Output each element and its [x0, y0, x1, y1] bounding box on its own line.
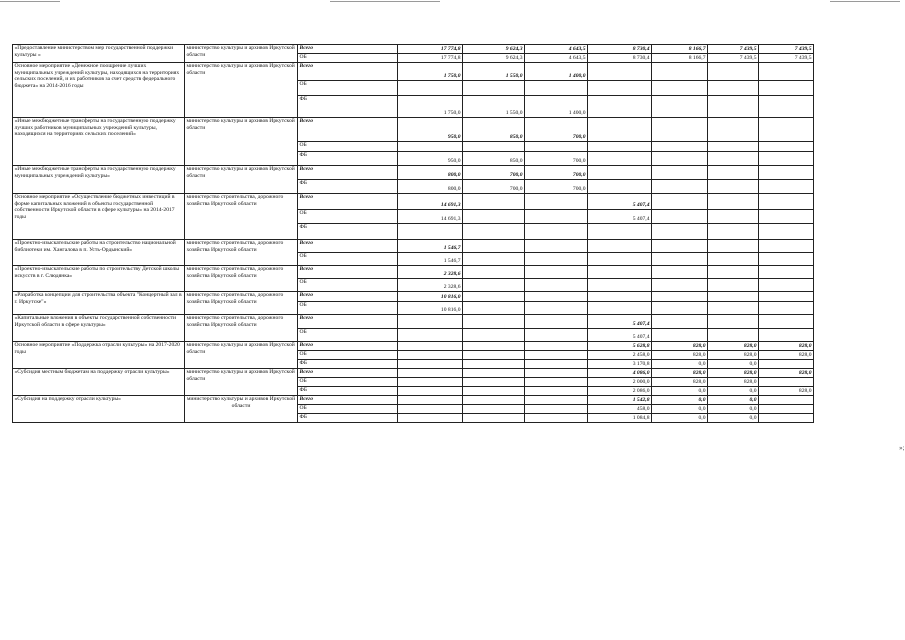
scan-artifact-left: [0, 1, 60, 2]
amount-cell: 0,0: [652, 387, 708, 396]
amount-cell: [708, 118, 759, 142]
amount-cell: [759, 315, 814, 329]
amount-cell: [759, 63, 814, 81]
amount-cell: [588, 81, 652, 96]
amount-cell: [708, 210, 759, 224]
table-row: [13, 45, 814, 54]
budget-table-body: [13, 45, 814, 423]
funding-source-cell: Всего: [298, 342, 398, 351]
amount-cell: [463, 210, 525, 224]
executor-cell: министерство строительства, дорожного хозяйства Иркутской области: [185, 240, 298, 266]
amount-cell: 7 439,5: [759, 45, 814, 54]
executor-cell: министерство строительства, дорожного хозяйства Иркутской области: [185, 292, 298, 315]
amount-cell: [759, 180, 814, 194]
amount-cell: [652, 194, 708, 210]
amount-cell: 1 750,0: [398, 96, 463, 118]
amount-cell: 0,0: [652, 360, 708, 369]
table-row: [13, 396, 814, 405]
executor-cell: министерство строительства, дорожного хозяйства Иркутской области: [185, 315, 298, 342]
amount-cell: [652, 210, 708, 224]
amount-cell: [652, 240, 708, 253]
amount-cell: [525, 405, 588, 414]
amount-cell: 0,0: [708, 405, 759, 414]
amount-cell: [398, 315, 463, 329]
amount-cell: 828,0: [652, 378, 708, 387]
table-row: [13, 118, 814, 142]
amount-cell: [588, 142, 652, 152]
amount-cell: [525, 194, 588, 210]
amount-cell: [708, 279, 759, 292]
funding-source-cell: Всего: [298, 63, 398, 81]
scan-artifact-right: [830, 1, 900, 2]
amount-cell: [398, 329, 463, 342]
amount-cell: [708, 96, 759, 118]
funding-source-cell: Всего: [298, 396, 398, 405]
amount-cell: [652, 63, 708, 81]
amount-cell: 5 407,4: [588, 315, 652, 329]
amount-cell: [525, 292, 588, 302]
amount-cell: [463, 240, 525, 253]
amount-cell: [398, 81, 463, 96]
amount-cell: 10 816,0: [398, 292, 463, 302]
amount-cell: 0,0: [708, 387, 759, 396]
amount-cell: [759, 329, 814, 342]
amount-cell: [708, 266, 759, 279]
amount-cell: 0,0: [708, 360, 759, 369]
activity-name-cell: «Субсидия на поддержку отрасли культуры»: [13, 396, 185, 423]
activity-name-cell: «Капитальные вложения в объекты государственной собственности Иркутской области в сфере культуры»: [13, 315, 185, 342]
amount-cell: [588, 253, 652, 266]
activity-name-cell: Основное мероприятие «Поддержка отрасли культуры» на 2017-2020 годы: [13, 342, 185, 369]
amount-cell: 3 170,8: [588, 360, 652, 369]
activity-name-cell: «Проектно-изыскательские работы на строительство национальной библиотеки им. Хангалова в п. Усть-Ордынский»: [13, 240, 185, 266]
amount-cell: [398, 342, 463, 351]
activity-name-cell: «Разработка концепции для строительства объекта "Концертный зал в г. Иркутске"»: [13, 292, 185, 315]
amount-cell: 1 546,7: [398, 240, 463, 253]
amount-cell: [588, 180, 652, 194]
funding-source-cell: Всего: [298, 292, 398, 302]
amount-cell: [708, 166, 759, 180]
amount-cell: [652, 292, 708, 302]
amount-cell: [708, 142, 759, 152]
amount-cell: 1 550,0: [463, 63, 525, 81]
amount-cell: [463, 279, 525, 292]
amount-cell: [708, 63, 759, 81]
funding-source-cell: ФБ: [298, 96, 398, 118]
amount-cell: 0,0: [708, 396, 759, 405]
amount-cell: [463, 253, 525, 266]
amount-cell: [759, 224, 814, 240]
amount-cell: 828,0: [652, 351, 708, 360]
amount-cell: 0,0: [652, 396, 708, 405]
executor-cell: министерство культуры и архивов Иркутской области: [185, 166, 298, 194]
amount-cell: 828,0: [708, 378, 759, 387]
amount-cell: [708, 292, 759, 302]
amount-cell: [463, 378, 525, 387]
amount-cell: [588, 266, 652, 279]
amount-cell: [588, 63, 652, 81]
amount-cell: 700,0: [525, 180, 588, 194]
amount-cell: 4 086,0: [588, 369, 652, 378]
amount-cell: [652, 142, 708, 152]
amount-cell: 1 400,0: [525, 63, 588, 81]
table-row: [13, 292, 814, 302]
funding-source-cell: Всего: [298, 315, 398, 329]
amount-cell: [759, 152, 814, 166]
executor-cell: министерство строительства, дорожного хозяйства Иркутской области: [185, 194, 298, 240]
amount-cell: [652, 118, 708, 142]
amount-cell: 0,0: [652, 414, 708, 423]
funding-source-cell: Всего: [298, 369, 398, 378]
amount-cell: [588, 224, 652, 240]
executor-cell: министерство культуры и архивов Иркутской области: [185, 369, 298, 396]
amount-cell: 17 774,8: [398, 54, 463, 63]
funding-source-cell: ОБ: [298, 253, 398, 266]
funding-source-cell: ОБ: [298, 405, 398, 414]
funding-source-cell: ФБ: [298, 387, 398, 396]
executor-cell: министерство культуры и архивов Иркутской области: [185, 396, 298, 423]
executor-cell: министерство культуры и архивов Иркутской области: [185, 45, 298, 63]
executor-cell: министерство культуры и архивов Иркутской области: [185, 342, 298, 369]
amount-cell: [463, 405, 525, 414]
amount-cell: [525, 142, 588, 152]
funding-source-cell: ОБ: [298, 210, 398, 224]
amount-cell: 700,0: [525, 152, 588, 166]
amount-cell: [652, 224, 708, 240]
amount-cell: [588, 279, 652, 292]
amount-cell: 1 400,0: [525, 96, 588, 118]
amount-cell: [759, 266, 814, 279]
amount-cell: [759, 405, 814, 414]
amount-cell: 1 542,8: [588, 396, 652, 405]
table-row: [13, 194, 814, 210]
amount-cell: [525, 81, 588, 96]
amount-cell: [398, 142, 463, 152]
activity-name-cell: Основное мероприятие «Денежное поощрение лучших муниципальных учреждений культуры, находящихся на территориях сельских поселений, и их работников за счет средств федерального бюджета» на 2014-2016 годы: [13, 63, 185, 118]
amount-cell: [525, 378, 588, 387]
amount-cell: [652, 180, 708, 194]
amount-cell: 14 691,3: [398, 194, 463, 210]
amount-cell: [652, 302, 708, 315]
amount-cell: [708, 224, 759, 240]
amount-cell: [525, 279, 588, 292]
amount-cell: [588, 166, 652, 180]
scan-artifact-mid: [330, 1, 440, 2]
amount-cell: 800,0: [398, 166, 463, 180]
amount-cell: 4 643,5: [525, 54, 588, 63]
amount-cell: [525, 414, 588, 423]
amount-cell: [759, 302, 814, 315]
amount-cell: [463, 342, 525, 351]
amount-cell: [525, 396, 588, 405]
executor-cell: министерство культуры и архивов Иркутской области: [185, 63, 298, 118]
funding-source-cell: Всего: [298, 194, 398, 210]
funding-source-cell: Всего: [298, 240, 398, 253]
amount-cell: [652, 315, 708, 329]
table-row: [13, 240, 814, 253]
amount-cell: [588, 240, 652, 253]
amount-cell: [708, 253, 759, 266]
funding-source-cell: Всего: [298, 118, 398, 142]
amount-cell: [463, 387, 525, 396]
funding-source-cell: ОБ: [298, 142, 398, 152]
amount-cell: 800,0: [398, 180, 463, 194]
amount-cell: 828,0: [759, 351, 814, 360]
amount-cell: 458,0: [588, 405, 652, 414]
amount-cell: 700,0: [525, 166, 588, 180]
amount-cell: [398, 369, 463, 378]
amount-cell: 2 458,0: [588, 351, 652, 360]
activity-name-cell: «Проектно-изыскательские работы по строительству Детской школы искусств в г. Слюдянка»: [13, 266, 185, 292]
amount-cell: 1 084,8: [588, 414, 652, 423]
amount-cell: 5 407,4: [588, 210, 652, 224]
amount-cell: [463, 292, 525, 302]
amount-cell: 828,0: [652, 369, 708, 378]
amount-cell: 828,0: [708, 342, 759, 351]
amount-cell: [525, 329, 588, 342]
amount-cell: 5 407,4: [588, 329, 652, 342]
funding-source-cell: ОБ: [298, 81, 398, 96]
amount-cell: 700,0: [525, 118, 588, 142]
amount-cell: 9 624,3: [463, 45, 525, 54]
amount-cell: 8 166,7: [652, 45, 708, 54]
amount-cell: 1 750,0: [398, 63, 463, 81]
amount-cell: 7 439,5: [708, 54, 759, 63]
amount-cell: 828,0: [759, 369, 814, 378]
amount-cell: [759, 396, 814, 405]
amount-cell: 950,0: [398, 152, 463, 166]
amount-cell: 700,0: [463, 180, 525, 194]
amount-cell: [398, 378, 463, 387]
amount-cell: [463, 369, 525, 378]
amount-cell: 0,0: [652, 405, 708, 414]
funding-source-cell: Всего: [298, 166, 398, 180]
amount-cell: [708, 152, 759, 166]
amount-cell: [708, 240, 759, 253]
amount-cell: [652, 81, 708, 96]
amount-cell: [759, 414, 814, 423]
amount-cell: [759, 81, 814, 96]
amount-cell: [463, 414, 525, 423]
amount-cell: [398, 351, 463, 360]
amount-cell: 2 328,6: [398, 266, 463, 279]
amount-cell: [759, 292, 814, 302]
amount-cell: [398, 224, 463, 240]
activity-name-cell: «Иные межбюджетные трансферты на государственную поддержку лучших работников муниципальных учреждений культуры, находящихся на территориях сельских поселений»: [13, 118, 185, 166]
amount-cell: 9 624,3: [463, 54, 525, 63]
amount-cell: [759, 96, 814, 118]
funding-source-cell: ФБ: [298, 180, 398, 194]
amount-cell: [759, 253, 814, 266]
amount-cell: [652, 253, 708, 266]
amount-cell: 7 439,5: [708, 45, 759, 54]
amount-cell: [588, 96, 652, 118]
activity-name-cell: «Иные межбюджетные трансферты на государственную поддержку муниципальных учреждений культуры»: [13, 166, 185, 194]
amount-cell: [525, 302, 588, 315]
amount-cell: 2 000,0: [588, 378, 652, 387]
end-quote-mark: »;: [899, 445, 905, 452]
amount-cell: [708, 81, 759, 96]
funding-source-cell: Всего: [298, 45, 398, 54]
amount-cell: 850,0: [463, 118, 525, 142]
amount-cell: [398, 414, 463, 423]
amount-cell: 1 550,0: [463, 96, 525, 118]
amount-cell: 828,0: [708, 369, 759, 378]
amount-cell: [463, 142, 525, 152]
activity-name-cell: «Субсидия местным бюджетам на поддержку отрасли культуры»: [13, 369, 185, 396]
amount-cell: 2 328,6: [398, 279, 463, 292]
amount-cell: [708, 194, 759, 210]
amount-cell: 4 643,5: [525, 45, 588, 54]
amount-cell: [525, 369, 588, 378]
table-row: [13, 266, 814, 279]
amount-cell: [588, 302, 652, 315]
table-row: [13, 369, 814, 378]
amount-cell: [759, 279, 814, 292]
table-row: [13, 166, 814, 180]
funding-source-cell: Всего: [298, 266, 398, 279]
funding-source-cell: ФБ: [298, 152, 398, 166]
amount-cell: [652, 96, 708, 118]
amount-cell: [525, 266, 588, 279]
amount-cell: [463, 315, 525, 329]
funding-source-cell: ФБ: [298, 360, 398, 369]
amount-cell: [525, 360, 588, 369]
amount-cell: [759, 118, 814, 142]
amount-cell: 828,0: [759, 387, 814, 396]
amount-cell: 17 774,8: [398, 45, 463, 54]
amount-cell: [463, 302, 525, 315]
amount-cell: [463, 351, 525, 360]
amount-cell: [463, 396, 525, 405]
table-row: [13, 63, 814, 81]
amount-cell: 5 407,4: [588, 194, 652, 210]
amount-cell: 700,0: [463, 166, 525, 180]
amount-cell: 950,0: [398, 118, 463, 142]
activity-name-cell: «Предоставление министерством мер государственной поддержки культуры »: [13, 45, 185, 63]
amount-cell: 2 086,0: [588, 387, 652, 396]
amount-cell: [525, 351, 588, 360]
amount-cell: [588, 152, 652, 166]
amount-cell: 828,0: [708, 351, 759, 360]
amount-cell: [525, 315, 588, 329]
amount-cell: [708, 180, 759, 194]
amount-cell: [759, 210, 814, 224]
amount-cell: [652, 266, 708, 279]
executor-cell: министерство культуры и архивов Иркутской области: [185, 118, 298, 166]
table-row: [13, 315, 814, 329]
funding-source-cell: ОБ: [298, 351, 398, 360]
amount-cell: [588, 292, 652, 302]
amount-cell: [759, 240, 814, 253]
amount-cell: [652, 279, 708, 292]
amount-cell: [525, 210, 588, 224]
executor-cell: министерство строительства, дорожного хозяйства Иркутской области: [185, 266, 298, 292]
amount-cell: [588, 118, 652, 142]
amount-cell: 8 730,4: [588, 45, 652, 54]
funding-source-cell: ОБ: [298, 279, 398, 292]
amount-cell: 0,0: [708, 414, 759, 423]
amount-cell: [463, 224, 525, 240]
amount-cell: [652, 166, 708, 180]
amount-cell: [463, 194, 525, 210]
amount-cell: 10 816,0: [398, 302, 463, 315]
amount-cell: [759, 360, 814, 369]
amount-cell: [525, 253, 588, 266]
amount-cell: 850,0: [463, 152, 525, 166]
amount-cell: [708, 315, 759, 329]
amount-cell: [525, 224, 588, 240]
funding-source-cell: ОБ: [298, 54, 398, 63]
amount-cell: [398, 405, 463, 414]
budget-table: [12, 44, 814, 423]
amount-cell: [463, 81, 525, 96]
funding-source-cell: ОБ: [298, 329, 398, 342]
amount-cell: [463, 266, 525, 279]
activity-name-cell: Основное мероприятие «Осуществление бюджетных инвестиций в форме капитальных вложений в объекты государственной собственности Иркутской области в сфере культуры» на 2014-2017 годы: [13, 194, 185, 240]
amount-cell: [759, 166, 814, 180]
amount-cell: [463, 329, 525, 342]
amount-cell: 14 691,3: [398, 210, 463, 224]
amount-cell: 828,0: [652, 342, 708, 351]
amount-cell: [759, 142, 814, 152]
amount-cell: [525, 240, 588, 253]
amount-cell: [652, 329, 708, 342]
funding-source-cell: ОБ: [298, 302, 398, 315]
funding-source-cell: ФБ: [298, 414, 398, 423]
amount-cell: [398, 387, 463, 396]
table-row: [13, 342, 814, 351]
amount-cell: [525, 342, 588, 351]
amount-cell: [708, 329, 759, 342]
amount-cell: [708, 302, 759, 315]
amount-cell: 8 730,4: [588, 54, 652, 63]
funding-source-cell: ОБ: [298, 378, 398, 387]
amount-cell: 7 439,5: [759, 54, 814, 63]
amount-cell: [759, 378, 814, 387]
amount-cell: 8 166,7: [652, 54, 708, 63]
amount-cell: [398, 396, 463, 405]
amount-cell: 1 546,7: [398, 253, 463, 266]
amount-cell: [652, 152, 708, 166]
amount-cell: [398, 360, 463, 369]
amount-cell: [525, 387, 588, 396]
amount-cell: 828,0: [759, 342, 814, 351]
amount-cell: 5 628,8: [588, 342, 652, 351]
amount-cell: [759, 194, 814, 210]
amount-cell: [463, 360, 525, 369]
funding-source-cell: ФБ: [298, 224, 398, 240]
